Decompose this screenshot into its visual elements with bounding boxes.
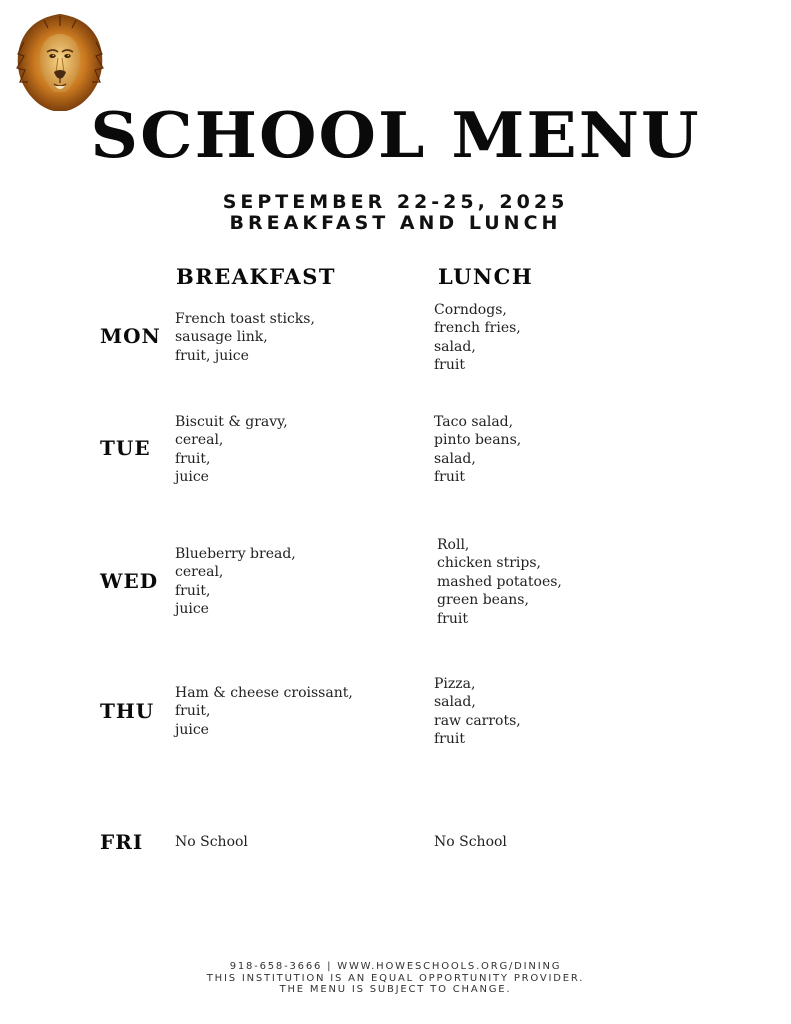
menu-item: fruit	[434, 731, 465, 748]
menu-item: fruit	[434, 469, 465, 486]
lunch-items-thu	[434, 675, 521, 749]
menu-item: No School	[175, 834, 248, 850]
menu-item: Biscuit & gravy,	[175, 414, 288, 430]
menu-item: Taco salad,	[434, 414, 514, 430]
menu-item: fruit,	[175, 703, 211, 720]
breakfast-items-tue	[175, 413, 288, 487]
menu-item: cereal,	[175, 564, 224, 581]
menu-item: chicken strips,	[437, 555, 541, 572]
breakfast-items-wed	[175, 545, 296, 619]
page-title: SCHOOL MENU	[90, 97, 701, 173]
menu-item: Blueberry bread,	[175, 546, 296, 562]
menu-item: Ham & cheese croissant,	[175, 685, 353, 701]
meals-subtitle: BREAKFAST AND LUNCH	[229, 212, 562, 234]
lunch-column-header: LUNCH	[438, 264, 534, 289]
footer-contact: 918-658-3666 | WWW.HOWESCHOOLS.ORG/DINING	[229, 961, 562, 972]
menu-item: juice	[175, 601, 209, 618]
menu-item: fruit, juice	[175, 347, 249, 364]
menu-item: juice	[175, 721, 209, 738]
menu-item: fruit	[434, 357, 465, 374]
menu-item: salad,	[434, 450, 476, 467]
footer-disclaimer: THE MENU IS SUBJECT TO CHANGE.	[279, 984, 512, 995]
lunch-items-fri	[434, 833, 507, 851]
menu-item: raw carrots,	[434, 712, 521, 729]
menu-item: pinto beans,	[434, 432, 522, 449]
footer	[0, 961, 791, 996]
menu-item: Pizza,	[434, 676, 476, 692]
menu-item: cereal,	[175, 432, 224, 449]
menu-item: french fries,	[434, 320, 521, 337]
day-label-tue: TUE	[100, 436, 151, 460]
menu-item: No School	[434, 834, 507, 850]
menu-item: Roll,	[437, 537, 470, 553]
menu-item: fruit	[437, 610, 468, 627]
lunch-items-tue	[434, 413, 521, 487]
day-label-mon: MON	[100, 324, 161, 348]
breakfast-items-mon	[175, 310, 315, 365]
lunch-items-mon	[434, 301, 521, 375]
breakfast-column-header: BREAKFAST	[176, 264, 337, 289]
menu-item: French toast sticks,	[175, 311, 315, 327]
date-range: SEPTEMBER 22-25, 2025	[222, 191, 569, 213]
menu-item: salad,	[434, 338, 476, 355]
menu-item: mashed potatoes,	[437, 573, 562, 590]
footer-equal-opportunity: THIS INSTITUTION IS AN EQUAL OPPORTUNITY PROVIDER.	[206, 972, 585, 984]
menu-item: salad,	[434, 694, 476, 711]
lunch-items-wed	[437, 536, 562, 628]
breakfast-items-fri	[175, 833, 248, 851]
day-label-thu: THU	[100, 699, 155, 723]
day-label-fri: FRI	[100, 830, 144, 854]
menu-item: green beans,	[437, 592, 529, 609]
menu-item: sausage link,	[175, 329, 268, 346]
menu-item: Corndogs,	[434, 302, 507, 318]
day-label-wed: WED	[100, 569, 159, 593]
menu-item: juice	[175, 469, 209, 486]
menu-item: fruit,	[175, 450, 211, 467]
breakfast-items-thu	[175, 684, 353, 739]
menu-item: fruit,	[175, 582, 211, 599]
